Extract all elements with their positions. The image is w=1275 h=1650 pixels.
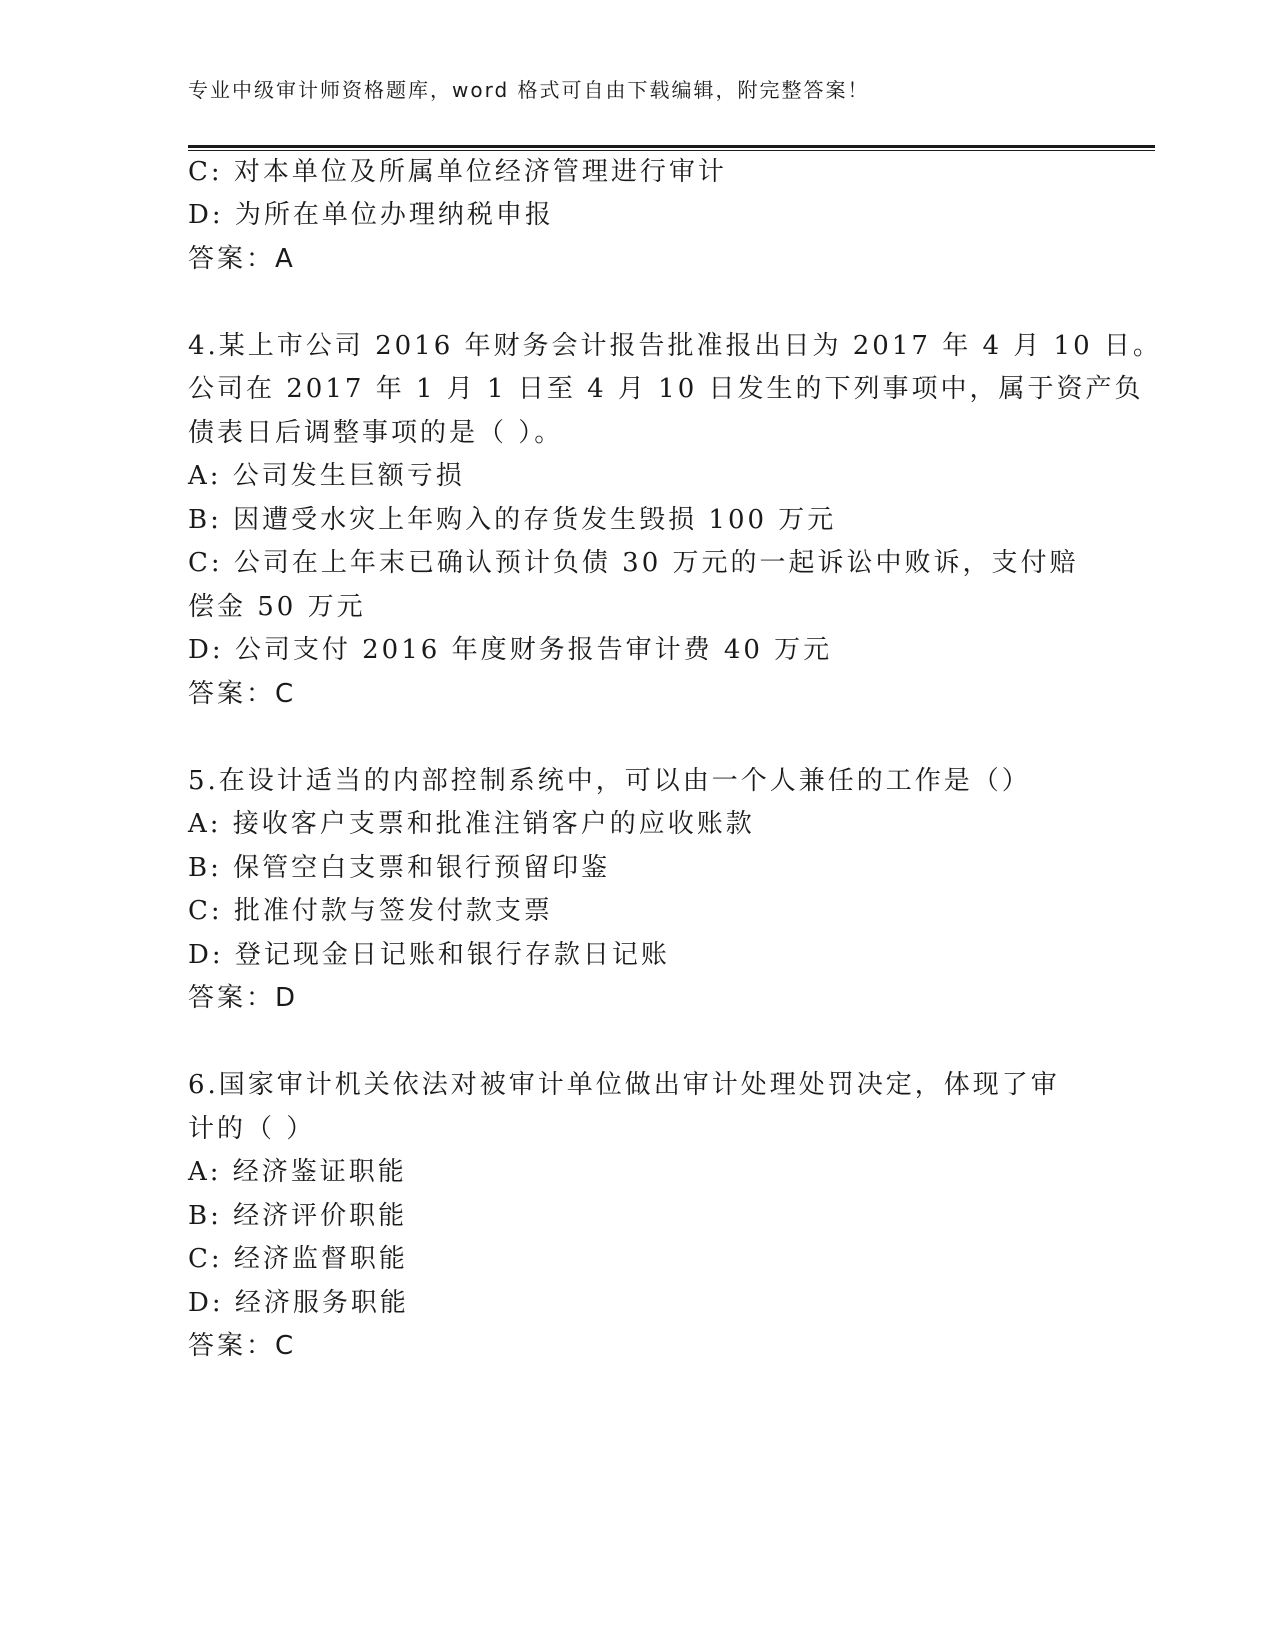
q6-option-c: C: 经济监督职能 (188, 1244, 408, 1274)
q6-stem-line-2: 计的（ ） (188, 1114, 316, 1144)
q4-answer: 答案：C (188, 679, 297, 709)
q3-option-c: C: 对本单位及所属单位经济管理进行审计 (188, 157, 727, 187)
q3-option-d: D: 为所在单位办理纳税申报 (188, 200, 554, 230)
q6-option-d: D: 经济服务职能 (188, 1288, 409, 1318)
q5-option-b: B: 保管空白支票和银行预留印鉴 (188, 853, 611, 883)
header-rule-thick (188, 145, 1155, 148)
q4-stem-line-2: 公司在 2017 年 1 月 1 日至 4 月 10 日发生的下列事项中，属于资产负 (188, 374, 1144, 404)
q4-stem-line-3: 债表日后调整事项的是（ ）。 (188, 418, 564, 448)
q5-option-c: C: 批准付款与签发付款支票 (188, 896, 553, 926)
q6-answer: 答案：C (188, 1331, 297, 1361)
q6-option-a: A: 经济鉴证职能 (188, 1157, 407, 1187)
q4-stem-line-1: 4.某上市公司 2016 年财务会计报告批准报出日为 2017 年 4 月 10 日。 (188, 331, 1162, 361)
q4-option-d: D: 公司支付 2016 年度财务报告审计费 40 万元 (188, 635, 833, 665)
q4-option-a: A: 公司发生巨额亏损 (188, 461, 465, 491)
q4-option-c-line-1: C: 公司在上年末已确认预计负债 30 万元的一起诉讼中败诉，支付赔 (188, 548, 1079, 578)
q4-option-b: B: 因遭受水灾上年购入的存货发生毁损 100 万元 (188, 505, 837, 535)
q5-option-d: D: 登记现金日记账和银行存款日记账 (188, 940, 670, 970)
q6-stem-line-1: 6.国家审计机关依法对被审计单位做出审计处理处罚决定，体现了审 (188, 1070, 1060, 1100)
page-header-text: 专业中级审计师资格题库，word 格式可自由下载编辑，附完整答案！ (188, 78, 870, 102)
q5-option-a: A: 接收客户支票和批准注销客户的应收账款 (188, 809, 755, 839)
q5-stem: 5.在设计适当的内部控制系统中，可以由一个人兼任的工作是（） (188, 766, 1031, 796)
q3-answer: 答案：A (188, 244, 296, 274)
q6-option-b: B: 经济评价职能 (188, 1201, 408, 1231)
header-rule-thin (188, 150, 1155, 151)
q4-option-c-line-2: 偿金 50 万元 (188, 592, 366, 622)
q5-answer: 答案：D (188, 983, 299, 1013)
